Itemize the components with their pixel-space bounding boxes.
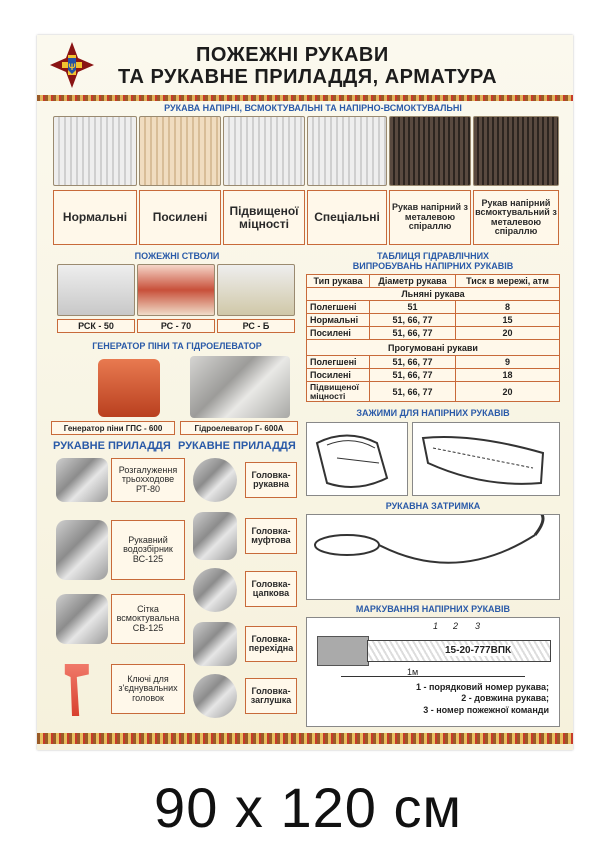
hose-type-special: Спеціальні [307,190,387,245]
photo-head-cap [193,674,237,718]
caption-foam-generator: Генератор піни ГПС - 600 [51,421,175,435]
section-retainer: РУКАВНА ЗАТРИМКА [385,501,481,511]
ornament-top [37,95,573,101]
hose-type-normal: Нормальні [53,190,137,245]
marking-number-2: 2 [453,621,459,631]
table-cell: 15 [456,314,560,327]
photo-hose-reinforced [139,116,221,186]
caption-nozzle-rs70: РС - 70 [137,319,215,333]
photo-head-adapter [193,622,237,666]
marking-number-1: 1 [433,621,439,631]
table-cell: 51, 66, 77 [370,327,456,340]
caption-nozzle-rsb: РС - Б [217,319,295,333]
photo-hose-spiral [389,116,471,186]
marking-legend [347,682,549,716]
title-line2: ТА РУКАВНЕ ПРИЛАДДЯ, АРМАТУРА [118,66,498,88]
acc-collector-vs125: Рукавний водозбірник ВС-125 [111,520,185,580]
table-group: Льняні рукава [307,288,560,301]
photo-hose-suction [473,116,559,186]
marking-number-3: 3 [475,621,481,631]
hose-coupling [317,636,369,666]
table-title-line1: ТАБЛИЦЯ ГІДРАВЛІЧНИХ [376,251,490,261]
table-cell: Підвищеної міцності [307,382,370,402]
pressure-table [306,274,560,402]
hose-type-suction: Рукав напірний всмоктувальний з металевою спіраллю [473,190,559,245]
photo-hose-normal [53,116,137,186]
acc-head-coupling: Головка-муфтова [245,518,297,554]
photo-hydroelevator [190,356,290,418]
photo-nozzle-rsb [217,264,295,316]
photo-nozzle-rs70 [137,264,215,316]
caption-hydroelevator: Гідроелеватор Г- 600А [180,421,298,435]
table-header: Тип рукава [307,275,370,288]
ornament-bottom [37,733,573,744]
svg-text:Ψ: Ψ [68,62,76,72]
section-marking: МАРКУВАННЯ НАПІРНИХ РУКАВІВ [355,604,511,614]
table-cell: Нормальні [307,314,370,327]
drawing-hose-retainer [306,514,560,600]
photo-branch-rt80 [56,458,108,502]
marking-length: 1м [407,667,419,677]
dimension-line [341,676,525,677]
table-cell: 20 [456,382,560,402]
section-nozzles: ПОЖЕЖНІ СТВОЛИ [134,251,220,261]
table-cell: 51, 66, 77 [370,369,456,382]
photo-strainer-sv125 [56,594,108,644]
marking-legend-2: 2 - довжина рукава; [461,693,549,704]
acc-keys: Ключі для з'єднувальних головок [111,664,185,714]
table-cell: Полегшені [307,356,370,369]
table-cell: 51, 66, 77 [370,314,456,327]
acc-head-adapter: Головка-перехідна [245,626,297,662]
caption-nozzle-rsk50: РСК - 50 [57,319,135,333]
section-accessories-left: РУКАВНЕ ПРИЛАДДЯ [53,440,171,452]
table-title-line2: ВИПРОБУВАНЬ НАПІРНИХ РУКАВІВ [352,261,514,272]
hose-type-reinforced: Посилені [139,190,221,245]
acc-strainer-sv125: Сітка всмоктувальна СВ-125 [111,594,185,644]
drawing-clamp-2 [412,422,560,496]
photo-hose-special [307,116,387,186]
table-cell: Посилені [307,369,370,382]
acc-head-cap: Головка-заглушка [245,678,297,714]
table-cell: 9 [456,356,560,369]
emblem-icon [48,40,96,90]
acc-branch-rt80: Розгалуження трьохходове РТ-80 [111,458,185,502]
size-label: 90 x 120 см [154,776,462,839]
section-clamps: ЗАЖИМИ ДЛЯ НАПІРНИХ РУКАВІВ [356,408,510,418]
photo-foam-generator [98,359,160,417]
hose-type-high-strength: Підвищеної міцності [223,190,305,245]
photo-head-hose [193,458,237,502]
hose-type-spiral: Рукав напірний з металевою спіраллю [389,190,471,245]
section-foam: ГЕНЕРАТОР ПІНИ ТА ГІДРОЕЛЕВАТОР [92,341,262,351]
drawing-hose-marking [306,617,560,727]
section-hoses: РУКАВА НАПІРНІ, ВСМОКТУВАЛЬНІ ТА НАПІРНО-ВСМОКТУВАЛЬНІ [164,103,462,113]
table-cell: 20 [456,327,560,340]
table-cell: 8 [456,301,560,314]
acc-head-hose: Головка-рукавна [245,462,297,498]
title-line1: ПОЖЕЖНІ РУКАВИ [196,44,389,66]
photo-head-coupling [193,512,237,560]
table-cell: 51, 66, 77 [370,382,456,402]
marking-legend-3: 3 - номер пожежної команди [423,704,549,715]
table-cell: 51, 66, 77 [370,356,456,369]
table-cell: 51 [370,301,456,314]
table-title [306,251,560,272]
table-header: Тиск в мережі, атм [456,275,560,288]
drawing-clamp-1 [306,422,408,496]
acc-head-pin: Головка-цапкова [245,571,297,607]
photo-nozzle-rsk50 [57,264,135,316]
photo-hose-high-strength [223,116,305,186]
table-group: Прогумовані рукави [307,340,560,356]
table-cell: Полегшені [307,301,370,314]
table-cell: 18 [456,369,560,382]
marking-code: 15-20-777ВПК [445,645,512,656]
table-cell: Посилені [307,327,370,340]
section-accessories-right: РУКАВНЕ ПРИЛАДДЯ [178,440,296,452]
table-header: Діаметр рукава [370,275,456,288]
photo-head-pin [193,568,237,612]
marking-legend-1: 1 - порядковий номер рукава; [415,682,549,692]
photo-collector-vs125 [56,520,108,580]
